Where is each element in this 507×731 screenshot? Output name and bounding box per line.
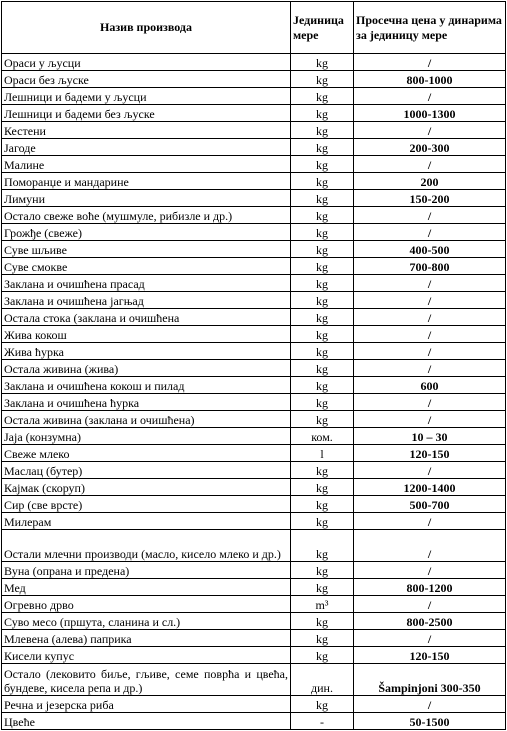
unit-cell: kg: [291, 562, 354, 579]
price-cell: 50-1500: [354, 713, 506, 730]
unit-cell: kg: [291, 377, 354, 394]
table-row: [2, 309, 506, 326]
price-cell: 800-2500: [354, 613, 506, 630]
product-name-cell: Кисели купус: [2, 647, 291, 664]
price-cell: 200-300: [354, 139, 506, 156]
unit-cell: kg: [291, 292, 354, 309]
price-cell: /: [354, 343, 506, 360]
table-row: [2, 190, 506, 207]
product-name-cell: Кајмак (скоруп): [2, 479, 291, 496]
table-row: [2, 258, 506, 275]
product-name-cell: Остало свеже воће (мушмуле, рибизле и др.): [2, 207, 291, 224]
table-row: [2, 530, 506, 562]
unit-cell: kg: [291, 207, 354, 224]
product-name-cell: Лешници и бадеми без љуске: [2, 105, 291, 122]
table-row: [2, 88, 506, 105]
product-name-cell: Лешници и бадеми у љусци: [2, 88, 291, 105]
price-cell: 1000-1300: [354, 105, 506, 122]
table-row: [2, 613, 506, 630]
price-cell: /: [354, 513, 506, 530]
product-name-cell: Јагоде: [2, 139, 291, 156]
unit-cell: kg: [291, 275, 354, 292]
unit-cell: kg: [291, 71, 354, 88]
price-cell: /: [354, 88, 506, 105]
table-row: [2, 360, 506, 377]
table-row: [2, 630, 506, 647]
price-cell: 10 – 30: [354, 428, 506, 445]
table-row: [2, 377, 506, 394]
product-name-cell: Малине: [2, 156, 291, 173]
price-cell: /: [354, 326, 506, 343]
table-row: [2, 462, 506, 479]
unit-cell: kg: [291, 88, 354, 105]
price-cell: 400-500: [354, 241, 506, 258]
unit-cell: ком.: [291, 428, 354, 445]
product-name-cell: Ораси у љусци: [2, 54, 291, 71]
price-cell: /: [354, 630, 506, 647]
unit-cell: kg: [291, 309, 354, 326]
table-header-row: [2, 2, 506, 54]
product-name-cell: Свеже млеко: [2, 445, 291, 462]
table-row: [2, 445, 506, 462]
unit-cell: kg: [291, 258, 354, 275]
price-cell: 120-150: [354, 445, 506, 462]
unit-cell: m³: [291, 596, 354, 613]
unit-cell: l: [291, 445, 354, 462]
header-unit: Јединица мере: [291, 2, 354, 54]
table-row: [2, 513, 506, 530]
table-row: [2, 713, 506, 730]
table-row: [2, 292, 506, 309]
table-row: [2, 428, 506, 445]
unit-cell: kg: [291, 326, 354, 343]
product-name-cell: Поморанџе и мандарине: [2, 173, 291, 190]
unit-cell: kg: [291, 105, 354, 122]
price-cell: /: [354, 309, 506, 326]
table-row: [2, 224, 506, 241]
unit-cell: kg: [291, 696, 354, 713]
unit-cell: дин.: [291, 664, 354, 696]
header-average-price: Просечна цена у динарима за јединицу мере: [354, 2, 506, 54]
unit-cell: kg: [291, 579, 354, 596]
price-cell: 700-800: [354, 258, 506, 275]
unit-cell: kg: [291, 156, 354, 173]
price-cell: 200: [354, 173, 506, 190]
price-cell: /: [354, 596, 506, 613]
price-cell: /: [354, 224, 506, 241]
product-name-cell: Остала стока (заклана и очишћена: [2, 309, 291, 326]
unit-cell: kg: [291, 513, 354, 530]
product-name-cell: Маслац (бутер): [2, 462, 291, 479]
unit-cell: kg: [291, 173, 354, 190]
unit-cell: kg: [291, 613, 354, 630]
product-name-cell: Огревно дрво: [2, 596, 291, 613]
table-row: [2, 596, 506, 613]
price-cell: 500-700: [354, 496, 506, 513]
price-cell: /: [354, 562, 506, 579]
unit-cell: kg: [291, 411, 354, 428]
price-cell: 600: [354, 377, 506, 394]
unit-cell: kg: [291, 496, 354, 513]
price-cell: /: [354, 394, 506, 411]
price-cell: 120-150: [354, 647, 506, 664]
product-name-cell: Суве шљиве: [2, 241, 291, 258]
price-cell: 150-200: [354, 190, 506, 207]
table-row: [2, 696, 506, 713]
product-name-cell: Остала живина (заклана и очишћена): [2, 411, 291, 428]
price-cell: 800-1200: [354, 579, 506, 596]
product-name-cell: Милерам: [2, 513, 291, 530]
product-name-cell: Јаја (конзумна): [2, 428, 291, 445]
table-row: [2, 105, 506, 122]
table-row: [2, 479, 506, 496]
product-name-cell: Заклана и очишћена јагњад: [2, 292, 291, 309]
table-row: [2, 122, 506, 139]
price-cell: /: [354, 411, 506, 428]
table-row: [2, 275, 506, 292]
price-cell: /: [354, 156, 506, 173]
table-row: [2, 156, 506, 173]
price-cell: /: [354, 207, 506, 224]
unit-cell: kg: [291, 54, 354, 71]
price-cell: /: [354, 696, 506, 713]
unit-cell: kg: [291, 394, 354, 411]
unit-cell: kg: [291, 630, 354, 647]
table-body: [2, 54, 506, 730]
unit-cell: kg: [291, 360, 354, 377]
table-row: [2, 241, 506, 258]
product-name-cell: Суво месо (пршута, сланина и сл.): [2, 613, 291, 630]
product-name-cell: Кестени: [2, 122, 291, 139]
table-row: [2, 139, 506, 156]
unit-cell: kg: [291, 462, 354, 479]
product-name-cell: Вуна (опрана и предена): [2, 562, 291, 579]
table-row: [2, 207, 506, 224]
price-table: [1, 1, 506, 730]
product-name-cell: Остало (лековито биље, гљиве, семе поврћа и цвећа, бундеве, кисела репа и др.): [2, 664, 291, 696]
product-name-cell: Млевена (алева) паприка: [2, 630, 291, 647]
price-cell: /: [354, 360, 506, 377]
unit-cell: kg: [291, 139, 354, 156]
price-cell: /: [354, 292, 506, 309]
product-name-cell: Заклана и очишћена прасад: [2, 275, 291, 292]
table-row: [2, 411, 506, 428]
product-name-cell: Жива кокош: [2, 326, 291, 343]
unit-cell: kg: [291, 241, 354, 258]
product-name-cell: Мед: [2, 579, 291, 596]
price-cell: 1200-1400: [354, 479, 506, 496]
table-row: [2, 326, 506, 343]
table-row: [2, 343, 506, 360]
product-name-cell: Ораси без љуске: [2, 71, 291, 88]
product-name-cell: Остали млечни производи (масло, кисело млеко и др.): [2, 530, 291, 562]
unit-cell: kg: [291, 479, 354, 496]
price-cell: /: [354, 530, 506, 562]
product-name-cell: Жива ћурка: [2, 343, 291, 360]
product-name-cell: Сир (све врсте): [2, 496, 291, 513]
unit-cell: kg: [291, 647, 354, 664]
header-product-name: Назив производа: [2, 2, 291, 54]
price-cell: Šampinjoni 300-350: [354, 664, 506, 696]
product-name-cell: Остала живина (жива): [2, 360, 291, 377]
unit-cell: kg: [291, 190, 354, 207]
product-name-cell: Заклана и очишћена ћурка: [2, 394, 291, 411]
product-name-cell: Грожђе (свеже): [2, 224, 291, 241]
product-name-cell: Цвеће: [2, 713, 291, 730]
unit-cell: kg: [291, 224, 354, 241]
price-cell: /: [354, 462, 506, 479]
table-row: [2, 664, 506, 696]
product-name-cell: Лимуни: [2, 190, 291, 207]
price-cell: /: [354, 54, 506, 71]
unit-cell: kg: [291, 122, 354, 139]
product-name-cell: Заклана и очишћена кокош и пилад: [2, 377, 291, 394]
unit-cell: kg: [291, 530, 354, 562]
table-row: [2, 496, 506, 513]
price-cell: /: [354, 275, 506, 292]
table-row: [2, 579, 506, 596]
price-cell: 800-1000: [354, 71, 506, 88]
product-name-cell: Речна и језерска риба: [2, 696, 291, 713]
table-row: [2, 647, 506, 664]
price-cell: /: [354, 122, 506, 139]
table-row: [2, 173, 506, 190]
unit-cell: -: [291, 713, 354, 730]
product-name-cell: Суве смокве: [2, 258, 291, 275]
table-row: [2, 71, 506, 88]
unit-cell: kg: [291, 343, 354, 360]
table-row: [2, 394, 506, 411]
table-row: [2, 562, 506, 579]
table-row: [2, 54, 506, 71]
